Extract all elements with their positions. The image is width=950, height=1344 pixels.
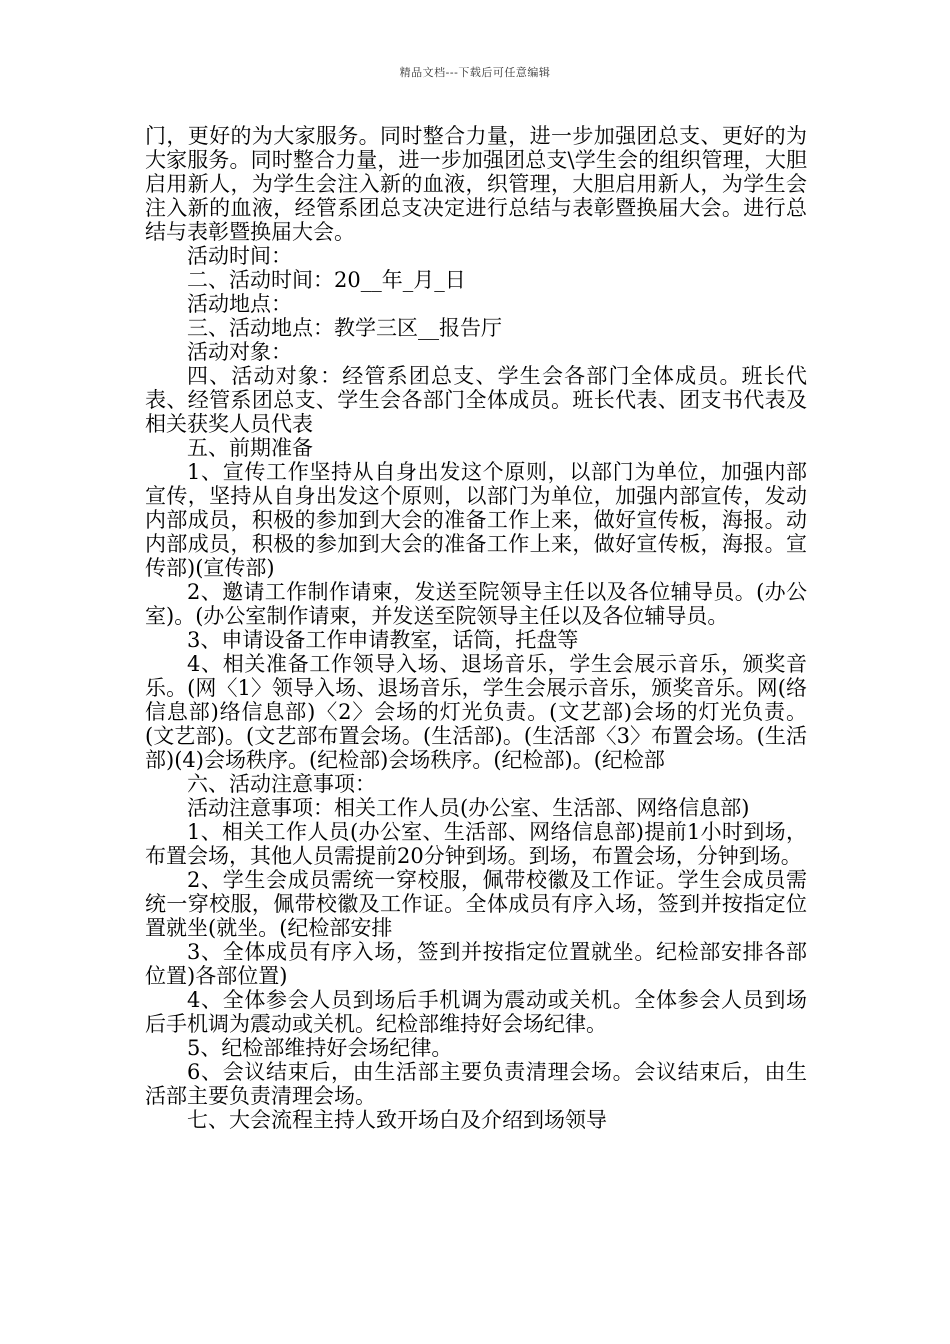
paragraph-intro: 门，更好的为大家服务。同时整合力量，进一步加强团总支、更好的为大家服务。同时整合力量，进一步加强团总支\学生会的组织管理，大胆启用新人，为学生会注入新的血液，织管理，大胆启用新人，为学生会注入新的血液，经管系团总支决定进行总结与表彰暨换届大会。进行总结与表彰暨换届大会。	[145, 124, 807, 244]
paragraph-note-4: 4、全体参会人员到场后手机调为震动或关机。全体参会人员到场后手机调为震动或关机。纪检部维持好会场纪律。	[145, 988, 807, 1036]
paragraph-time: 二、活动时间：20__年_月_日	[187, 268, 466, 292]
paragraph-note-3: 3、全体成员有序入场，签到并按指定位置就坐。纪检部安排各部位置)各部位置)	[145, 940, 807, 988]
paragraph-prep-3: 3、申请设备工作申请教室，话筒，托盘等	[187, 628, 579, 652]
paragraph-prep-1: 1、宣传工作坚持从自身出发这个原则，以部门为单位，加强内部宣传，坚持从自身出发这个原则，以部门为单位，加强内部宣传，发动内部成员，积极的参加到大会的准备工作上来，做好宣传板，海报。动内部成员，积极的参加到大会的准备工作上来，做好宣传板，海报。宣传部)(宣传部)	[145, 460, 807, 580]
paragraph-note-6: 6、会议结束后，由生活部主要负责清理会场。会议结束后，由生活部主要负责清理会场。	[145, 1060, 807, 1108]
paragraph-prep-2: 2、邀请工作制作请柬，发送至院领导主任以及各位辅导员。(办公室)。(办公室制作请柬，并发送至院领导主任以及各位辅导员。	[145, 580, 807, 628]
page-header: 精品文档---下载后可任意编辑	[399, 66, 551, 79]
paragraph-agenda-heading: 七、大会流程主持人致开场白及介绍到场领导	[187, 1108, 607, 1132]
paragraph-location-label: 活动地点：	[187, 292, 292, 316]
paragraph-location: 三、活动地点：教学三区__报告厅	[187, 316, 502, 340]
paragraph-note-1: 1、相关工作人员(办公室、生活部、网络信息部)提前1小时到场，布置会场，其他人员需提前20分钟到场。到场，布置会场，分钟到场。	[145, 820, 807, 868]
paragraph-notes-heading: 六、活动注意事项：	[187, 772, 376, 796]
document-body	[145, 124, 807, 1132]
paragraph-note-5: 5、纪检部维持好会场纪律。	[187, 1036, 453, 1060]
paragraph-preparation-heading: 五、前期准备	[187, 436, 313, 460]
paragraph-notes-intro: 活动注意事项：相关工作人员(办公室、生活部、网络信息部)	[187, 796, 750, 820]
paragraph-note-2: 2、学生会成员需统一穿校服，佩带校徽及工作证。学生会成员需统一穿校服，佩带校徽及工作证。全体成员有序入场，签到并按指定位置就坐(就坐。(纪检部安排	[145, 868, 807, 940]
paragraph-prep-4: 4、相关准备工作领导入场、退场音乐，学生会展示音乐，颁奖音乐。(网〈1〉领导入场、退场音乐，学生会展示音乐，颁奖音乐。网(络信息部)络信息部)〈2〉会场的灯光负责。(文艺部)会场的灯光负责。(文艺部)。(文艺部布置会场。(生活部)。(生活部〈3〉布置会场。(生活部)(4)会场秩序。(纪检部)会场秩序。(纪检部)。(纪检部	[145, 652, 807, 772]
paragraph-audience-label: 活动对象：	[187, 340, 292, 364]
paragraph-time-label: 活动时间：	[187, 244, 292, 268]
paragraph-audience: 四、活动对象：经管系团总支、学生会各部门全体成员。班长代表、经管系团总支、学生会各部门全体成员。班长代表、团支书代表及相关获奖人员代表	[145, 364, 807, 436]
